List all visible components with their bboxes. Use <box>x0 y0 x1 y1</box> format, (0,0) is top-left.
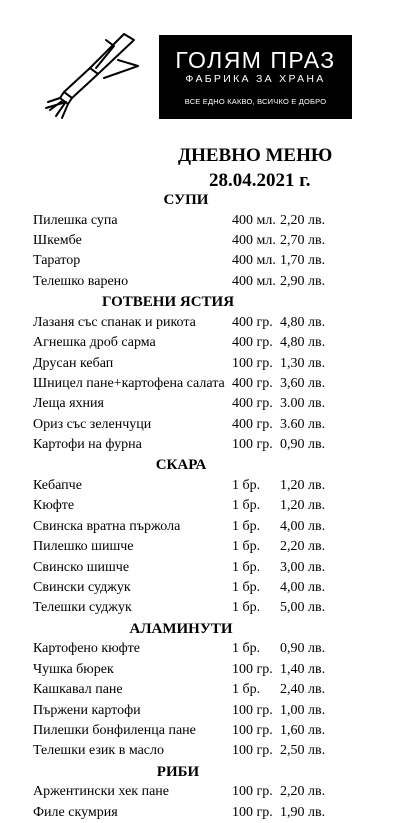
menu-item-price: 1,40 лв. <box>280 661 326 677</box>
menu-item <box>0 354 400 374</box>
menu-item-qty: 100 гр. <box>232 784 273 800</box>
menu-item-price: 2,50 лв. <box>280 743 326 759</box>
menu-item-price: 1,00 лв. <box>280 702 326 718</box>
menu-item <box>0 558 400 578</box>
menu-item-qty: 100 гр. <box>232 355 273 371</box>
leek-icon <box>38 28 142 124</box>
menu-item-qty: 400 гр. <box>232 416 273 432</box>
menu-item-price: 1,60 лв. <box>280 722 326 738</box>
menu-item-name: Свинско шишче <box>33 559 130 575</box>
menu-item-qty: 400 мл. <box>232 232 276 248</box>
menu-item <box>0 415 400 435</box>
menu-item <box>0 598 400 618</box>
menu-item-name: Пилешки бонфиленца пане <box>33 722 196 738</box>
section-heading: СКАРА <box>155 457 207 474</box>
menu-item-price: 4,00 лв. <box>280 518 326 534</box>
menu-item-price: 2,70 лв. <box>280 232 326 248</box>
menu-item-price: 1,20 лв. <box>280 478 326 494</box>
section-heading: РИБИ <box>156 763 200 780</box>
brand-logo <box>159 35 352 119</box>
menu-item-qty: 100 гр. <box>232 661 273 677</box>
section-heading: СУПИ <box>163 192 209 208</box>
menu-item-name: Агнешка дроб сарма <box>33 335 156 351</box>
menu-item <box>0 680 400 700</box>
menu-item-name: Пилешка супа <box>33 212 118 228</box>
section-heading: ГОТВЕНИ ЯСТИЯ <box>101 294 235 311</box>
menu-item-price: 2,40 лв. <box>280 682 326 698</box>
brand-slogan: ВСЕ ЕДНО КАКВО, ВСИЧКО Е ДОБРО <box>184 97 327 106</box>
menu-item-name: Картофено кюфте <box>33 641 140 657</box>
menu-item <box>0 394 400 414</box>
menu-item-name: Аржентински хек пане <box>33 784 169 800</box>
menu-item-qty: 1 бр. <box>232 641 261 657</box>
menu-item-name: Картофи на фурна <box>33 437 142 453</box>
menu-item-qty: 100 гр. <box>232 804 273 820</box>
menu-item <box>0 660 400 680</box>
menu-item-qty: 1 бр. <box>232 682 261 698</box>
menu-item-price: 3,00 лв. <box>280 559 326 575</box>
menu-item <box>0 313 400 333</box>
menu-item-qty: 1 бр. <box>232 478 261 494</box>
header <box>0 0 400 126</box>
menu-item-name: Таратор <box>33 253 81 269</box>
menu-item-price: 1,70 лв. <box>280 253 326 269</box>
menu-item-name: Телешки език в масло <box>33 743 165 759</box>
menu-item <box>0 251 400 271</box>
menu-item <box>0 476 400 496</box>
menu-item-name: Ориз със зеленчуци <box>33 416 152 432</box>
menu-item-price: 2,20 лв. <box>280 539 326 555</box>
menu-item-name: Свинска вратна пържола <box>33 518 181 534</box>
menu-item-name: Телешки суджук <box>33 600 132 616</box>
menu-item-qty: 1 бр. <box>232 600 261 616</box>
menu-item-price: 4,80 лв. <box>280 335 326 351</box>
menu-item <box>0 435 400 455</box>
menu-list <box>0 190 400 823</box>
section-heading: АЛАМИНУТИ <box>129 620 233 637</box>
menu-item-price: 2,20 лв. <box>280 212 326 228</box>
menu-item-qty: 1 бр. <box>232 559 261 575</box>
menu-item <box>0 721 400 741</box>
menu-item-qty: 1 бр. <box>232 518 261 534</box>
menu-item-price: 2,90 лв. <box>280 273 326 289</box>
menu-item-qty: 100 гр. <box>232 702 273 718</box>
menu-item-qty: 400 гр. <box>232 335 273 351</box>
menu-item-name: Шницел пане+картофена салата <box>33 375 225 391</box>
menu-item <box>0 496 400 516</box>
menu-item <box>0 803 400 823</box>
menu-item-qty: 400 гр. <box>232 375 273 391</box>
menu-item <box>0 231 400 251</box>
menu-item-qty: 400 мл. <box>232 273 276 289</box>
menu-item <box>0 517 400 537</box>
menu-item-name: Чушка бюрек <box>33 661 114 677</box>
menu-item-name: Пилешко шишче <box>33 539 134 555</box>
menu-item-qty: 400 мл. <box>232 212 276 228</box>
menu-item <box>0 578 400 598</box>
menu-item-qty: 1 бр. <box>232 580 261 596</box>
menu-item-name: Кебапче <box>33 478 82 494</box>
menu-item-qty: 400 мл. <box>232 253 276 269</box>
menu-item-price: 1,30 лв. <box>280 355 326 371</box>
menu-item-price: 5,00 лв. <box>280 600 326 616</box>
menu-item <box>0 639 400 659</box>
menu-item-price: 4,00 лв. <box>280 580 326 596</box>
menu-item-qty: 100 гр. <box>232 437 273 453</box>
menu-item <box>0 782 400 802</box>
menu-item-price: 3.00 лв. <box>280 396 326 412</box>
menu-item-name: Филе скумрия <box>33 804 118 820</box>
menu-item-name: Кюфте <box>33 498 75 514</box>
menu-item <box>0 333 400 353</box>
menu-item-qty: 100 гр. <box>232 722 273 738</box>
menu-item-price: 1,90 лв. <box>280 804 326 820</box>
menu-item <box>0 211 400 231</box>
menu-item-price: 2,20 лв. <box>280 784 326 800</box>
menu-item <box>0 537 400 557</box>
menu-item-qty: 1 бр. <box>232 539 261 555</box>
menu-item-name: Пържени картофи <box>33 702 141 718</box>
menu-item-price: 1,20 лв. <box>280 498 326 514</box>
menu-item-price: 4,80 лв. <box>280 314 326 330</box>
menu-item <box>0 701 400 721</box>
brand-subtitle: ФАБРИКА ЗА ХРАНА <box>185 73 326 85</box>
menu-item-qty: 400 гр. <box>232 396 273 412</box>
menu-item <box>0 741 400 761</box>
menu-item-price: 0,90 лв. <box>280 437 326 453</box>
menu-item-price: 3,60 лв. <box>280 375 326 391</box>
menu-item-price: 0,90 лв. <box>280 641 326 657</box>
menu-item-qty: 100 гр. <box>232 743 273 759</box>
menu-item-name: Друсан кебап <box>33 355 114 371</box>
menu-item-name: Леща яхния <box>33 396 104 412</box>
brand-name: ГОЛЯМ ПРАЗ <box>175 47 336 73</box>
menu-item <box>0 272 400 292</box>
menu-item-name: Лазаня със спанак и рикота <box>33 314 196 330</box>
menu-item-name: Свински суджук <box>33 580 131 596</box>
menu-item-qty: 400 гр. <box>232 314 273 330</box>
menu-item-qty: 1 бр. <box>232 498 261 514</box>
menu-item-name: Шкембе <box>33 232 82 248</box>
menu-item-name: Кашкавал пане <box>33 682 123 698</box>
menu-item <box>0 374 400 394</box>
menu-item-price: 3.60 лв. <box>280 416 326 432</box>
menu-item-name: Телешко варено <box>33 273 129 289</box>
